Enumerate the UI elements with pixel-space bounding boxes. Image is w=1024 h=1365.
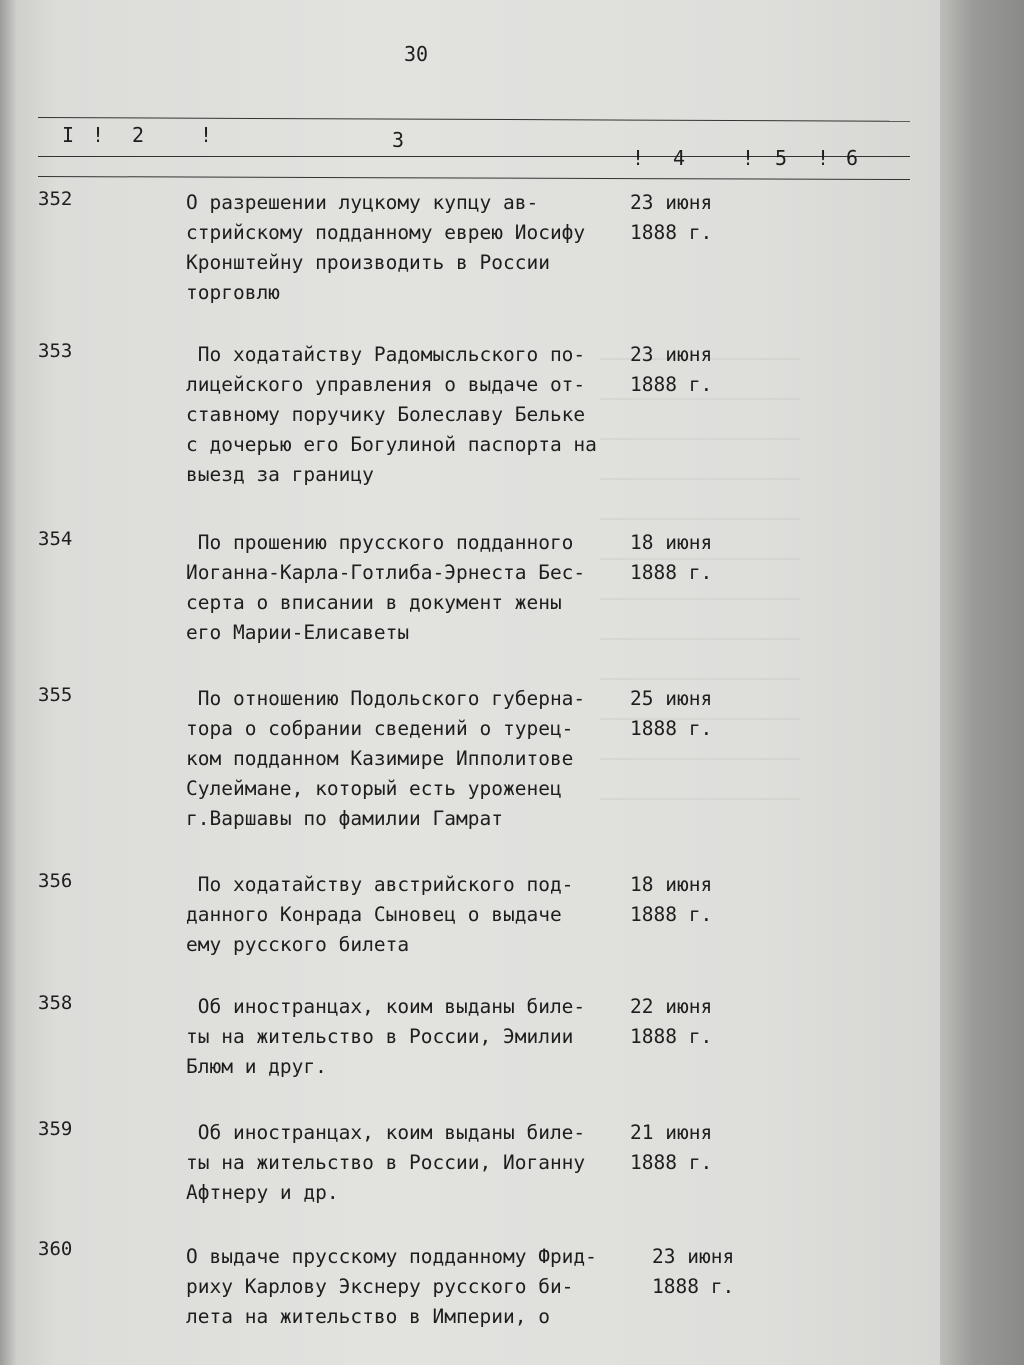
- column-header-3: 3: [392, 128, 405, 152]
- column-separator: !: [200, 123, 213, 147]
- entry-number: 354: [38, 528, 73, 550]
- entry-date: 23 июня 1888 г.: [652, 1245, 735, 1298]
- entry-date: 25 июня 1888 г.: [630, 687, 713, 740]
- entry-number: 353: [38, 340, 73, 362]
- column-separator: !: [742, 146, 755, 170]
- column-header-2: 2: [132, 123, 145, 147]
- column-header-5: 5: [775, 146, 788, 170]
- page-left-shadow: [0, 0, 18, 1365]
- entry-number: 356: [38, 870, 73, 892]
- entry-date: 23 июня 1888 г.: [630, 191, 713, 244]
- page-edge-shadow: [940, 0, 1024, 1365]
- entry-description: По ходатайству австрийского под- данного Конрада Сыновец о выдаче ему русского билета: [186, 873, 574, 956]
- entry-date: 23 июня 1888 г.: [630, 343, 713, 396]
- entry-description: По отношению Подольского губерна- тора о собрании сведений о турец- ком подданном Казимире Ипполитове Сулеймане, который есть уроженец г.Варшавы по фамилии Гамрат: [186, 687, 586, 830]
- header-rule-bottom: [38, 176, 910, 180]
- entry-date: 18 июня 1888 г.: [630, 531, 713, 584]
- entry-description: По ходатайству Радомысльского по- лицейского управления о выдаче от- ставному поручику Болеславу Бельке с дочерью его Богулиной паспорта на выезд за границу: [186, 343, 597, 486]
- entry-description: О разрешении луцкому купцу ав- стрийскому подданному еврею Иосифу Кронштейну производить в России торговлю: [186, 191, 586, 304]
- entry-number: 360: [38, 1238, 73, 1260]
- column-separator: !: [817, 146, 830, 170]
- column-separator: !: [92, 123, 105, 147]
- entry-number: 359: [38, 1118, 73, 1140]
- entry-number: 358: [38, 992, 73, 1014]
- page-number: 30: [404, 42, 429, 66]
- column-header-6: 6: [846, 146, 859, 170]
- entry-date: 21 июня 1888 г.: [630, 1121, 713, 1174]
- header-rule-top: [38, 117, 910, 122]
- column-header-4: 4: [673, 146, 686, 170]
- entry-date: 18 июня 1888 г.: [630, 873, 713, 926]
- entry-description: Об иностранцах, коим выданы биле- ты на жительство в России, Эмилии Блюм и друг.: [186, 995, 586, 1078]
- entry-description: О выдаче прусскому подданному Фрид- риху Карлову Экснеру русского би- лета на жительство в Империи, о: [186, 1245, 597, 1328]
- column-header-1: I: [62, 123, 75, 147]
- entry-description: Об иностранцах, коим выданы биле- ты на жительство в России, Иоганну Афтнеру и др.: [186, 1121, 586, 1204]
- entry-number: 355: [38, 684, 73, 706]
- entry-description: По прошению прусского подданного Иоганна-Карла-Готлиба-Эрнеста Бес- серта о вписании в документ жены его Марии-Елисаветы: [186, 531, 586, 644]
- entry-date: 22 июня 1888 г.: [630, 995, 713, 1048]
- column-separator: !: [632, 146, 645, 170]
- entry-number: 352: [38, 188, 73, 210]
